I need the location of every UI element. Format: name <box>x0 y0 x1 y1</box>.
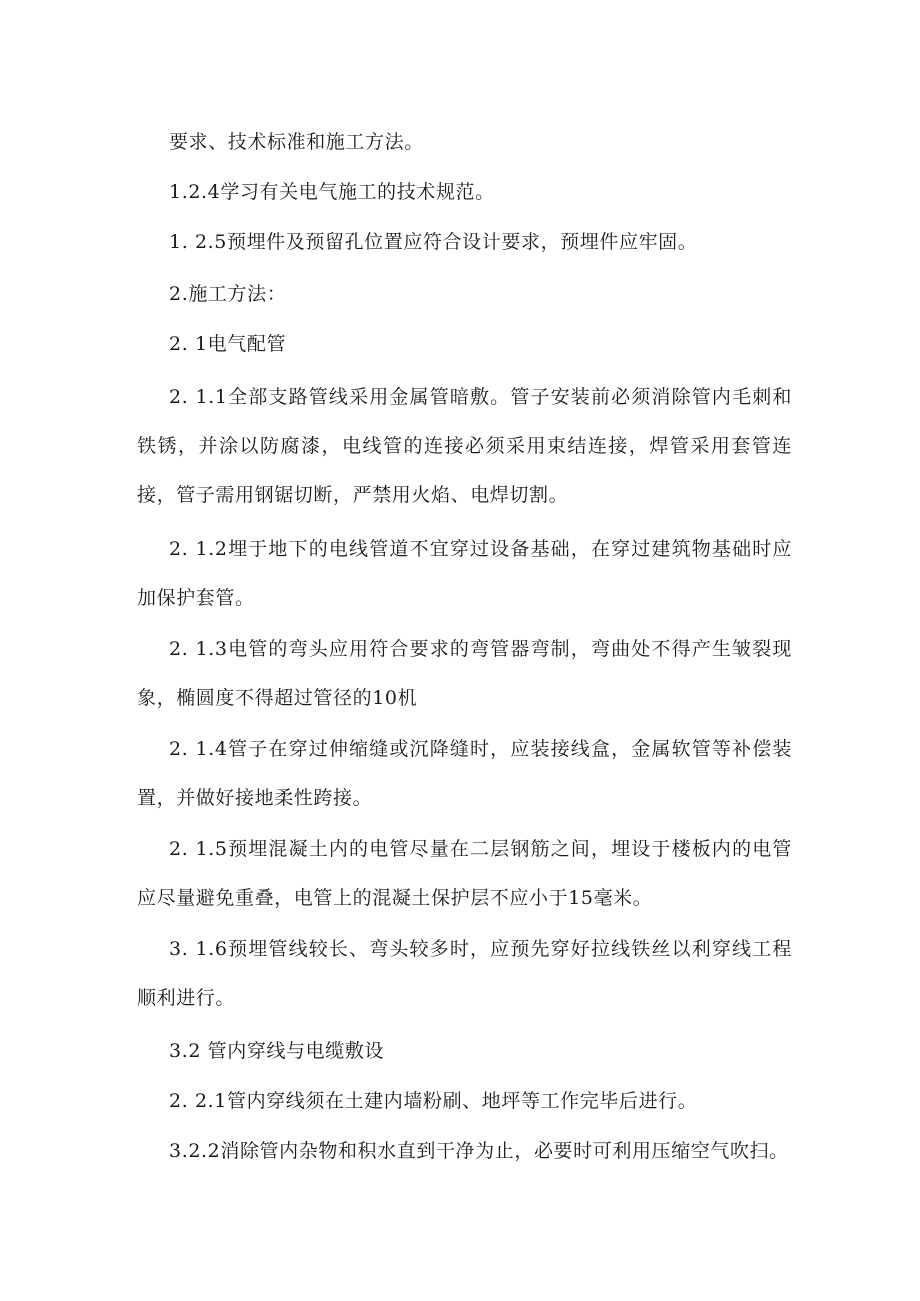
paragraph-2-1-5: 2. 1.5预埋混凝土内的电管尽量在二层钢筋之间，埋设于楼板内的电管应尽量避免重叠，电管上的混凝土保护层不应小于15毫米。 <box>137 838 792 909</box>
paragraph-2-2-1: 2. 2.1管内穿线须在土建内墙粉刷、地坪等工作完毕后进行。 <box>169 1090 698 1112</box>
paragraph-3-1-6: 3. 1.6预埋管线较长、弯头较多时，应预先穿好拉线铁丝以利穿线工程顺利进行。 <box>137 938 792 1009</box>
subsection-heading-electrical-conduit: 2. 1电气配管 <box>169 333 287 355</box>
section-heading-construction-method: 2.施工方法： <box>169 283 287 305</box>
subsection-heading-cable-laying: 3.2 管内穿线与电缆敷设 <box>169 1040 385 1062</box>
paragraph-2-1-4: 2. 1.4管子在穿过伸缩缝或沉降缝时，应装接线盒，金属软管等补偿装置，并做好接地柔性跨接。 <box>137 738 792 809</box>
paragraph-2-1-3: 2. 1.3电管的弯头应用符合要求的弯管器弯制，弯曲处不得产生皱裂现象，椭圆度不得超过管径的10机 <box>137 638 792 709</box>
paragraph-1-2-5: 1. 2.5预埋件及预留孔位置应符合设计要求，预埋件应牢固。 <box>169 231 698 253</box>
paragraph-2-1-1: 2. 1.1全部支路管线采用金属管暗敷。管子安装前必须消除管内毛刺和铁锈，并涂以防腐漆，电线管的连接必须采用束结连接，焊管采用套管连接，管子需用钢锯切断，严禁用火焰、电焊切割。 <box>137 386 792 506</box>
paragraph-2-1-2: 2. 1.2埋于地下的电线管道不宜穿过设备基础，在穿过建筑物基础时应加保护套管。 <box>137 538 792 609</box>
paragraph-3-2-2: 3.2.2消除管内杂物和积水直到干净为止，必要时可利用压缩空气吹扫。 <box>169 1140 789 1162</box>
paragraph-text: 要求、技术标准和施工方法。 <box>169 131 424 153</box>
paragraph-1-2-4: 1.2.4学习有关电气施工的技术规范。 <box>169 181 495 203</box>
